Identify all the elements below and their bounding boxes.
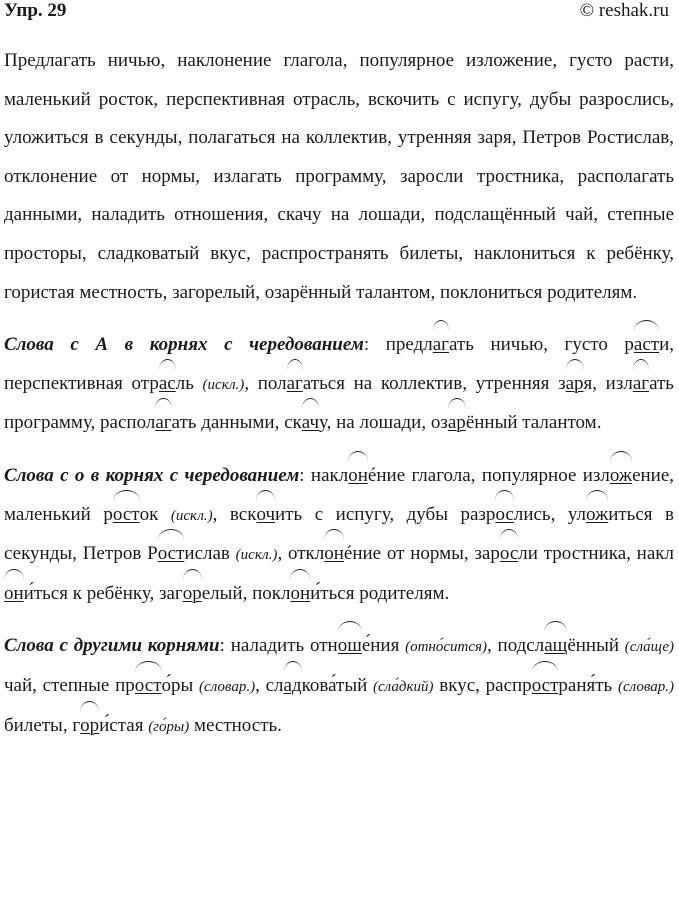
root-letters: ос bbox=[495, 503, 514, 525]
exercise-title: Упр. 29 bbox=[4, 0, 67, 21]
word-prefix: накл bbox=[310, 464, 349, 486]
word-root bbox=[448, 404, 466, 443]
word-rest: и́стая bbox=[99, 714, 149, 736]
root-letters: ащ bbox=[544, 635, 568, 657]
word-prefix: изл bbox=[605, 372, 633, 394]
word-prefix: Петров Р bbox=[82, 543, 158, 565]
word-prefix: популярное изл bbox=[481, 464, 610, 486]
root-letters: он bbox=[4, 582, 24, 604]
note: (искл.) bbox=[202, 376, 245, 393]
word-rest: иться в секунды, bbox=[4, 503, 675, 565]
word-rest: ли тростника, bbox=[518, 543, 637, 565]
word-root bbox=[324, 535, 344, 574]
root-letters: оч bbox=[256, 503, 276, 525]
word-root bbox=[183, 575, 202, 614]
word-root bbox=[290, 575, 310, 614]
word-prefix: , пол bbox=[244, 372, 287, 394]
root-letters: ож bbox=[609, 464, 633, 486]
word-prefix: покл bbox=[252, 582, 291, 604]
word-prefix: местность. bbox=[189, 714, 282, 736]
word-root bbox=[256, 496, 275, 535]
section-a-heading: Слова с А в корнях с чередованием bbox=[4, 334, 364, 356]
word-prefix: , откл bbox=[277, 543, 325, 565]
root-arc-mark bbox=[4, 569, 24, 580]
word-prefix: ск bbox=[284, 412, 302, 434]
word-root bbox=[135, 667, 162, 706]
word-rest: ль bbox=[175, 372, 203, 394]
word-root bbox=[287, 365, 303, 404]
word-prefix: заг bbox=[158, 582, 183, 604]
word-rest: ённый bbox=[567, 635, 625, 657]
intro-paragraph: Предлагать ничью, наклонение глагола, популярное изложение, густо расти, маленький росток, перспективная отрасль, вскочить с испугу, дубы разрослись, уложиться в секунды, полагаться на коллектив, утренняя заря, Петров Ростислав, отклонение от нормы, излагать программу, заросли тростника, располагать данными, наладить отношения, скачу на лошади, подслащённый чай, степные просторы, сладковатый вкус, распространять билеты, наклониться к ребёнку, гористая местность, загорелый, озарённый талантом, поклониться родителям. bbox=[4, 50, 674, 303]
word-prefix: предл bbox=[385, 334, 433, 356]
word-rest: ить с испугу, bbox=[275, 503, 407, 525]
note: (отно́сится) bbox=[405, 639, 487, 656]
root-letters: ас bbox=[158, 372, 176, 394]
note: (искл.) bbox=[235, 547, 278, 564]
word-root bbox=[4, 575, 24, 614]
word-rest: я, bbox=[583, 372, 606, 394]
page-text bbox=[4, 42, 674, 746]
word-rest: у, на лошади, bbox=[319, 412, 431, 434]
word-rest: ение, bbox=[632, 464, 675, 486]
word-root bbox=[80, 707, 99, 746]
word-root bbox=[532, 667, 559, 706]
root-letters: он bbox=[348, 464, 368, 486]
root-letters: ос bbox=[499, 543, 519, 565]
word-root bbox=[155, 404, 171, 443]
word-root bbox=[433, 326, 449, 365]
word-root bbox=[500, 535, 518, 574]
root-letters: аг bbox=[155, 412, 172, 434]
root-arc-mark bbox=[113, 490, 140, 501]
word-root bbox=[302, 404, 319, 443]
note: (го́ры) bbox=[148, 718, 190, 735]
root-arc-mark bbox=[302, 398, 319, 409]
section-other: Слова с другими корнями: наладить отн оше́ния (отно́сится), подсл ащённый (сла́ще) чай, степные пр осто́ры (словар.), сл адкова́тый (сла́дкий) вкус, распр остраня́ть (словар.) билеты, г ори́стая (го́ры) местность. bbox=[4, 627, 674, 746]
section-o: Слова с о в корнях с чередованием: накл онéние глагола, популярное изл ожение, маленький р осток (искл.), вск очить с испугу, дубы разр ослись, ул ожиться в секунды, Петров Р остислав (искл.), откл онéние от нормы, зар осли тростника, накл они́ться к ребёнку, заг орелый, покл они́ться родителям. bbox=[4, 457, 674, 613]
section-o-heading: Слова с о в корнях с чередованием bbox=[4, 464, 300, 486]
word-rest: ислав bbox=[184, 543, 236, 565]
root-arc-mark bbox=[290, 569, 310, 580]
word-root bbox=[586, 496, 608, 535]
word-prefix: оз bbox=[430, 412, 448, 434]
site-credit: © reshak.ru bbox=[579, 0, 669, 21]
root-letters: аг bbox=[632, 372, 650, 394]
word-rest: е́ния bbox=[361, 635, 406, 657]
root-arc-mark bbox=[256, 490, 275, 501]
word-root bbox=[610, 457, 632, 496]
root-arc-mark bbox=[158, 529, 185, 540]
word-prefix: маленький р bbox=[4, 503, 113, 525]
word-root bbox=[633, 365, 649, 404]
note: (словар.) bbox=[199, 678, 256, 695]
root-letters: ар bbox=[565, 372, 584, 394]
word-rest: и, bbox=[659, 334, 675, 356]
root-letters: ож bbox=[586, 503, 609, 525]
word-rest: аться на коллектив, bbox=[302, 372, 476, 394]
word-prefix: дубы разр bbox=[406, 503, 496, 525]
word-prefix: накл bbox=[636, 543, 674, 565]
word-prefix: утренняя з bbox=[475, 372, 566, 394]
root-arc-mark bbox=[284, 661, 302, 672]
root-arc-mark bbox=[495, 490, 513, 501]
word-prefix: наладить отн bbox=[230, 635, 338, 657]
root-arc-mark bbox=[183, 569, 202, 580]
word-rest: и́ться к ребёнку, bbox=[23, 582, 159, 604]
header bbox=[0, 0, 679, 24]
word-prefix: перспективная отр bbox=[4, 372, 159, 394]
root-letters: аг bbox=[432, 334, 449, 356]
word-root bbox=[113, 496, 140, 535]
word-rest: ать программу, bbox=[4, 372, 674, 434]
word-rest: ать данными, bbox=[171, 412, 285, 434]
word-rest: кова́тый bbox=[301, 674, 374, 696]
section-other-heading: Слова с другими корнями bbox=[4, 635, 220, 657]
root-letters: он bbox=[324, 543, 344, 565]
word-rest: раня́ть bbox=[558, 674, 618, 696]
root-arc-mark bbox=[135, 661, 162, 672]
root-letters: ор bbox=[182, 582, 202, 604]
root-letters: аг bbox=[286, 372, 303, 394]
word-rest: ённый талантом. bbox=[465, 412, 602, 434]
root-letters: ар bbox=[447, 412, 466, 434]
word-rest: лись, bbox=[513, 503, 568, 525]
root-letters: ост bbox=[134, 674, 162, 696]
note: (словар.) bbox=[617, 678, 675, 695]
root-arc-mark bbox=[80, 701, 99, 712]
root-arc-mark bbox=[287, 359, 303, 370]
word-rest: éние от нормы, bbox=[343, 543, 475, 565]
word-prefix: чай, степные пр bbox=[4, 674, 135, 696]
word-rest: о́ры bbox=[161, 674, 200, 696]
word-root bbox=[158, 535, 185, 574]
word-prefix: густо р bbox=[564, 334, 634, 356]
section-a: Слова с А в корнях с чередованием: предл агать ничью, густо р асти, перспективная отр асль (искл.), пол агаться на коллектив, утренняя з аря, изл агать программу, распол агать данными, ск ачу, на лошади, оз арённый талантом. bbox=[4, 326, 674, 443]
word-root bbox=[566, 365, 584, 404]
word-root bbox=[338, 627, 362, 666]
root-letters: ош bbox=[337, 635, 362, 657]
note: (сла́ще) bbox=[624, 639, 675, 656]
root-arc-mark bbox=[448, 398, 466, 409]
word-root bbox=[348, 457, 368, 496]
word-prefix: , подсл bbox=[487, 635, 545, 657]
word-rest: елый, bbox=[201, 582, 253, 604]
word-root bbox=[284, 667, 302, 706]
root-letters: ач bbox=[301, 412, 320, 434]
root-letters: аст bbox=[633, 334, 660, 356]
word-root bbox=[544, 627, 567, 666]
root-arc-mark bbox=[159, 359, 176, 370]
root-letters: он bbox=[290, 582, 311, 604]
root-arc-mark bbox=[324, 529, 344, 540]
word-prefix: билеты, г bbox=[4, 714, 81, 736]
word-prefix: ул bbox=[567, 503, 587, 525]
word-prefix: зар bbox=[474, 543, 500, 565]
note: (сла́дкий) bbox=[373, 678, 434, 695]
word-prefix: , сл bbox=[255, 674, 284, 696]
word-prefix: распол bbox=[100, 412, 156, 434]
root-letters: ост bbox=[112, 503, 140, 525]
root-arc-mark bbox=[586, 490, 608, 501]
word-prefix: , вск bbox=[212, 503, 257, 525]
word-rest: ок bbox=[139, 503, 171, 525]
word-prefix: вкус, распр bbox=[433, 674, 532, 696]
word-rest: éние глагола, bbox=[367, 464, 482, 486]
root-letters: ор bbox=[80, 714, 100, 736]
root-letters: ост bbox=[157, 543, 185, 565]
note: (искл.) bbox=[170, 507, 213, 524]
root-arc-mark bbox=[500, 529, 518, 540]
word-rest: и́ться родителям. bbox=[310, 582, 450, 604]
root-arc-mark bbox=[566, 359, 584, 370]
word-rest: ать ничью, bbox=[448, 334, 565, 356]
root-arc-mark bbox=[155, 398, 171, 409]
root-letters: ад bbox=[283, 674, 302, 696]
root-letters: ост bbox=[531, 674, 559, 696]
